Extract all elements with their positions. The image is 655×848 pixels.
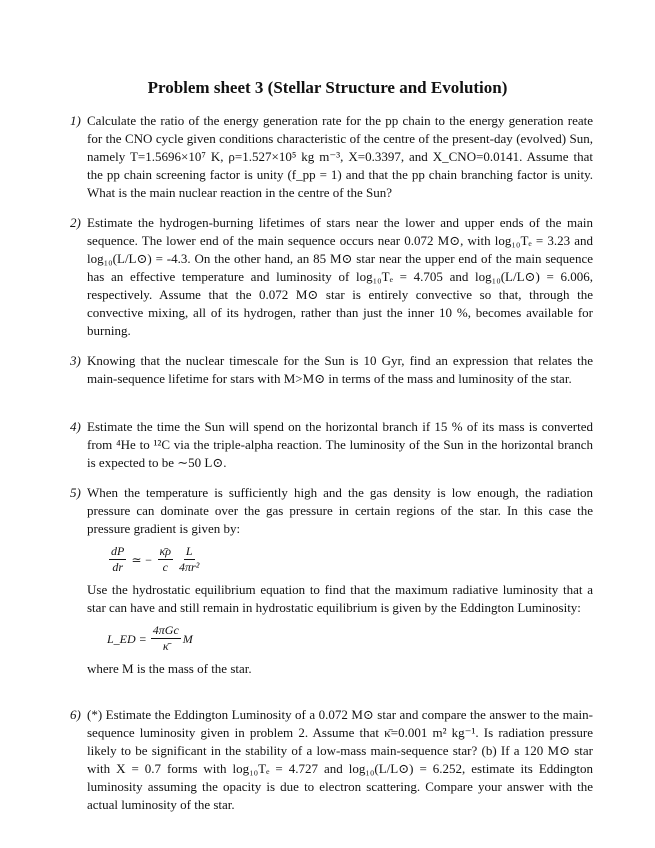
eq-numerator: L (185, 544, 193, 558)
problem-number: 5) (70, 485, 81, 500)
problem-1 (70, 112, 593, 202)
eddington-equation (107, 623, 593, 654)
problem-number: 1) (70, 113, 81, 128)
eq-denominator: dr (112, 560, 123, 574)
problem-text: When the temperature is sufficiently high and the gas density is low enough, the radiation pressure can dominate over the gas pressure in certain regions of the star. In this case the pressure gradient is given by: (87, 485, 593, 536)
problem-text: Estimate the hydrogen-burning lifetimes of stars near the lower and upper ends of the main sequence. The lower end of the main sequence occurs near 0.072 M⊙, with log₁₀Tₑ = 3.23 and log₁₀(L/L⊙) = -4.3. On the other hand, an 85 M⊙ star near the upper end of the main sequence has an effective temperature and luminosity of log₁₀Tₑ = 4.705 and log₁₀(L/L⊙) = 6.006, respectively. Assume that the 0.072 M⊙ star is entirely convective so that, through the convective mixing, all of its hydrogen, rather than just the inner 10 %, becomes available for burning. (87, 215, 593, 338)
eq-rhs: M (182, 631, 193, 646)
problem-6 (70, 706, 593, 814)
eq-numerator: dP (111, 544, 125, 558)
eq-denominator: c (162, 560, 168, 574)
problem-number: 6) (70, 707, 81, 722)
problem-number: 4) (70, 419, 81, 434)
problem-text: Use the hydrostatic equilibrium equation to find that the maximum radiative luminosity that a star can have and still remain in hydrostatic equilibrium is given by the Eddington Luminosity: (87, 582, 593, 615)
problem-number: 2) (70, 215, 81, 230)
eq-numerator: κ̄ρ (159, 544, 172, 558)
problem-4 (70, 418, 593, 472)
problem-5 (70, 484, 593, 678)
problem-2 (70, 214, 593, 340)
eq-denominator: κ̄ (162, 639, 169, 653)
problem-text: where M is the mass of the star. (87, 661, 252, 676)
page-title: Problem sheet 3 (Stellar Structure and Evolution) (147, 78, 508, 97)
problem-3 (70, 352, 593, 388)
problem-text: (*) Estimate the Eddington Luminosity of a 0.072 M⊙ star and compare the answer to the main-sequence luminosity given in problem 2. Assume that κ̄=0.001 m² kg⁻¹. Is radiation pressure likely to be significant in the stability of a low-mass main-sequence star? (b) If a 120 M⊙ star with X = 0.7 forms with log₁₀Tₑ = 4.727 and log₁₀(L/L⊙) = 6.252, estimate its Eddington luminosity assuming the opacity is due to electron scattering. Compare your answer with the actual luminosity of the star. (87, 707, 593, 812)
eq-lhs: L_ED = (107, 631, 147, 646)
problem-text: Calculate the ratio of the energy generation rate for the pp chain to the energy generation reate for the CNO cycle given conditions characteristic of the centre of the present-day (evolved) Sun, namely T=1.5696×10⁷ K, ρ=1.527×10⁵ kg m⁻³, X=0.3397, and X_CNO=0.0141. Assume that the pp chain screening factor is unity (f_pp = 1) and that the pp chain branching factor is unity. What is the main nuclear reaction in the centre of the Sun? (87, 113, 593, 200)
eq-denominator: 4πr² (179, 560, 200, 574)
eq-operator: ≃ − (131, 552, 153, 567)
problem-number: 3) (70, 353, 81, 368)
pressure-gradient-equation (107, 544, 593, 575)
problem-text: Knowing that the nuclear timescale for the Sun is 10 Gyr, find an expression that relates the main-sequence lifetime for stars with M>M⊙ in terms of the mass and luminosity of the star. (87, 353, 593, 386)
problem-text: Estimate the time the Sun will spend on the horizontal branch if 15 % of its mass is converted from ⁴He to ¹²C via the triple-alpha reaction. The luminosity of the Sun in the horizontal branch is expected to be ∼50 L⊙. (87, 419, 593, 470)
eq-numerator: 4πGc (152, 623, 179, 637)
